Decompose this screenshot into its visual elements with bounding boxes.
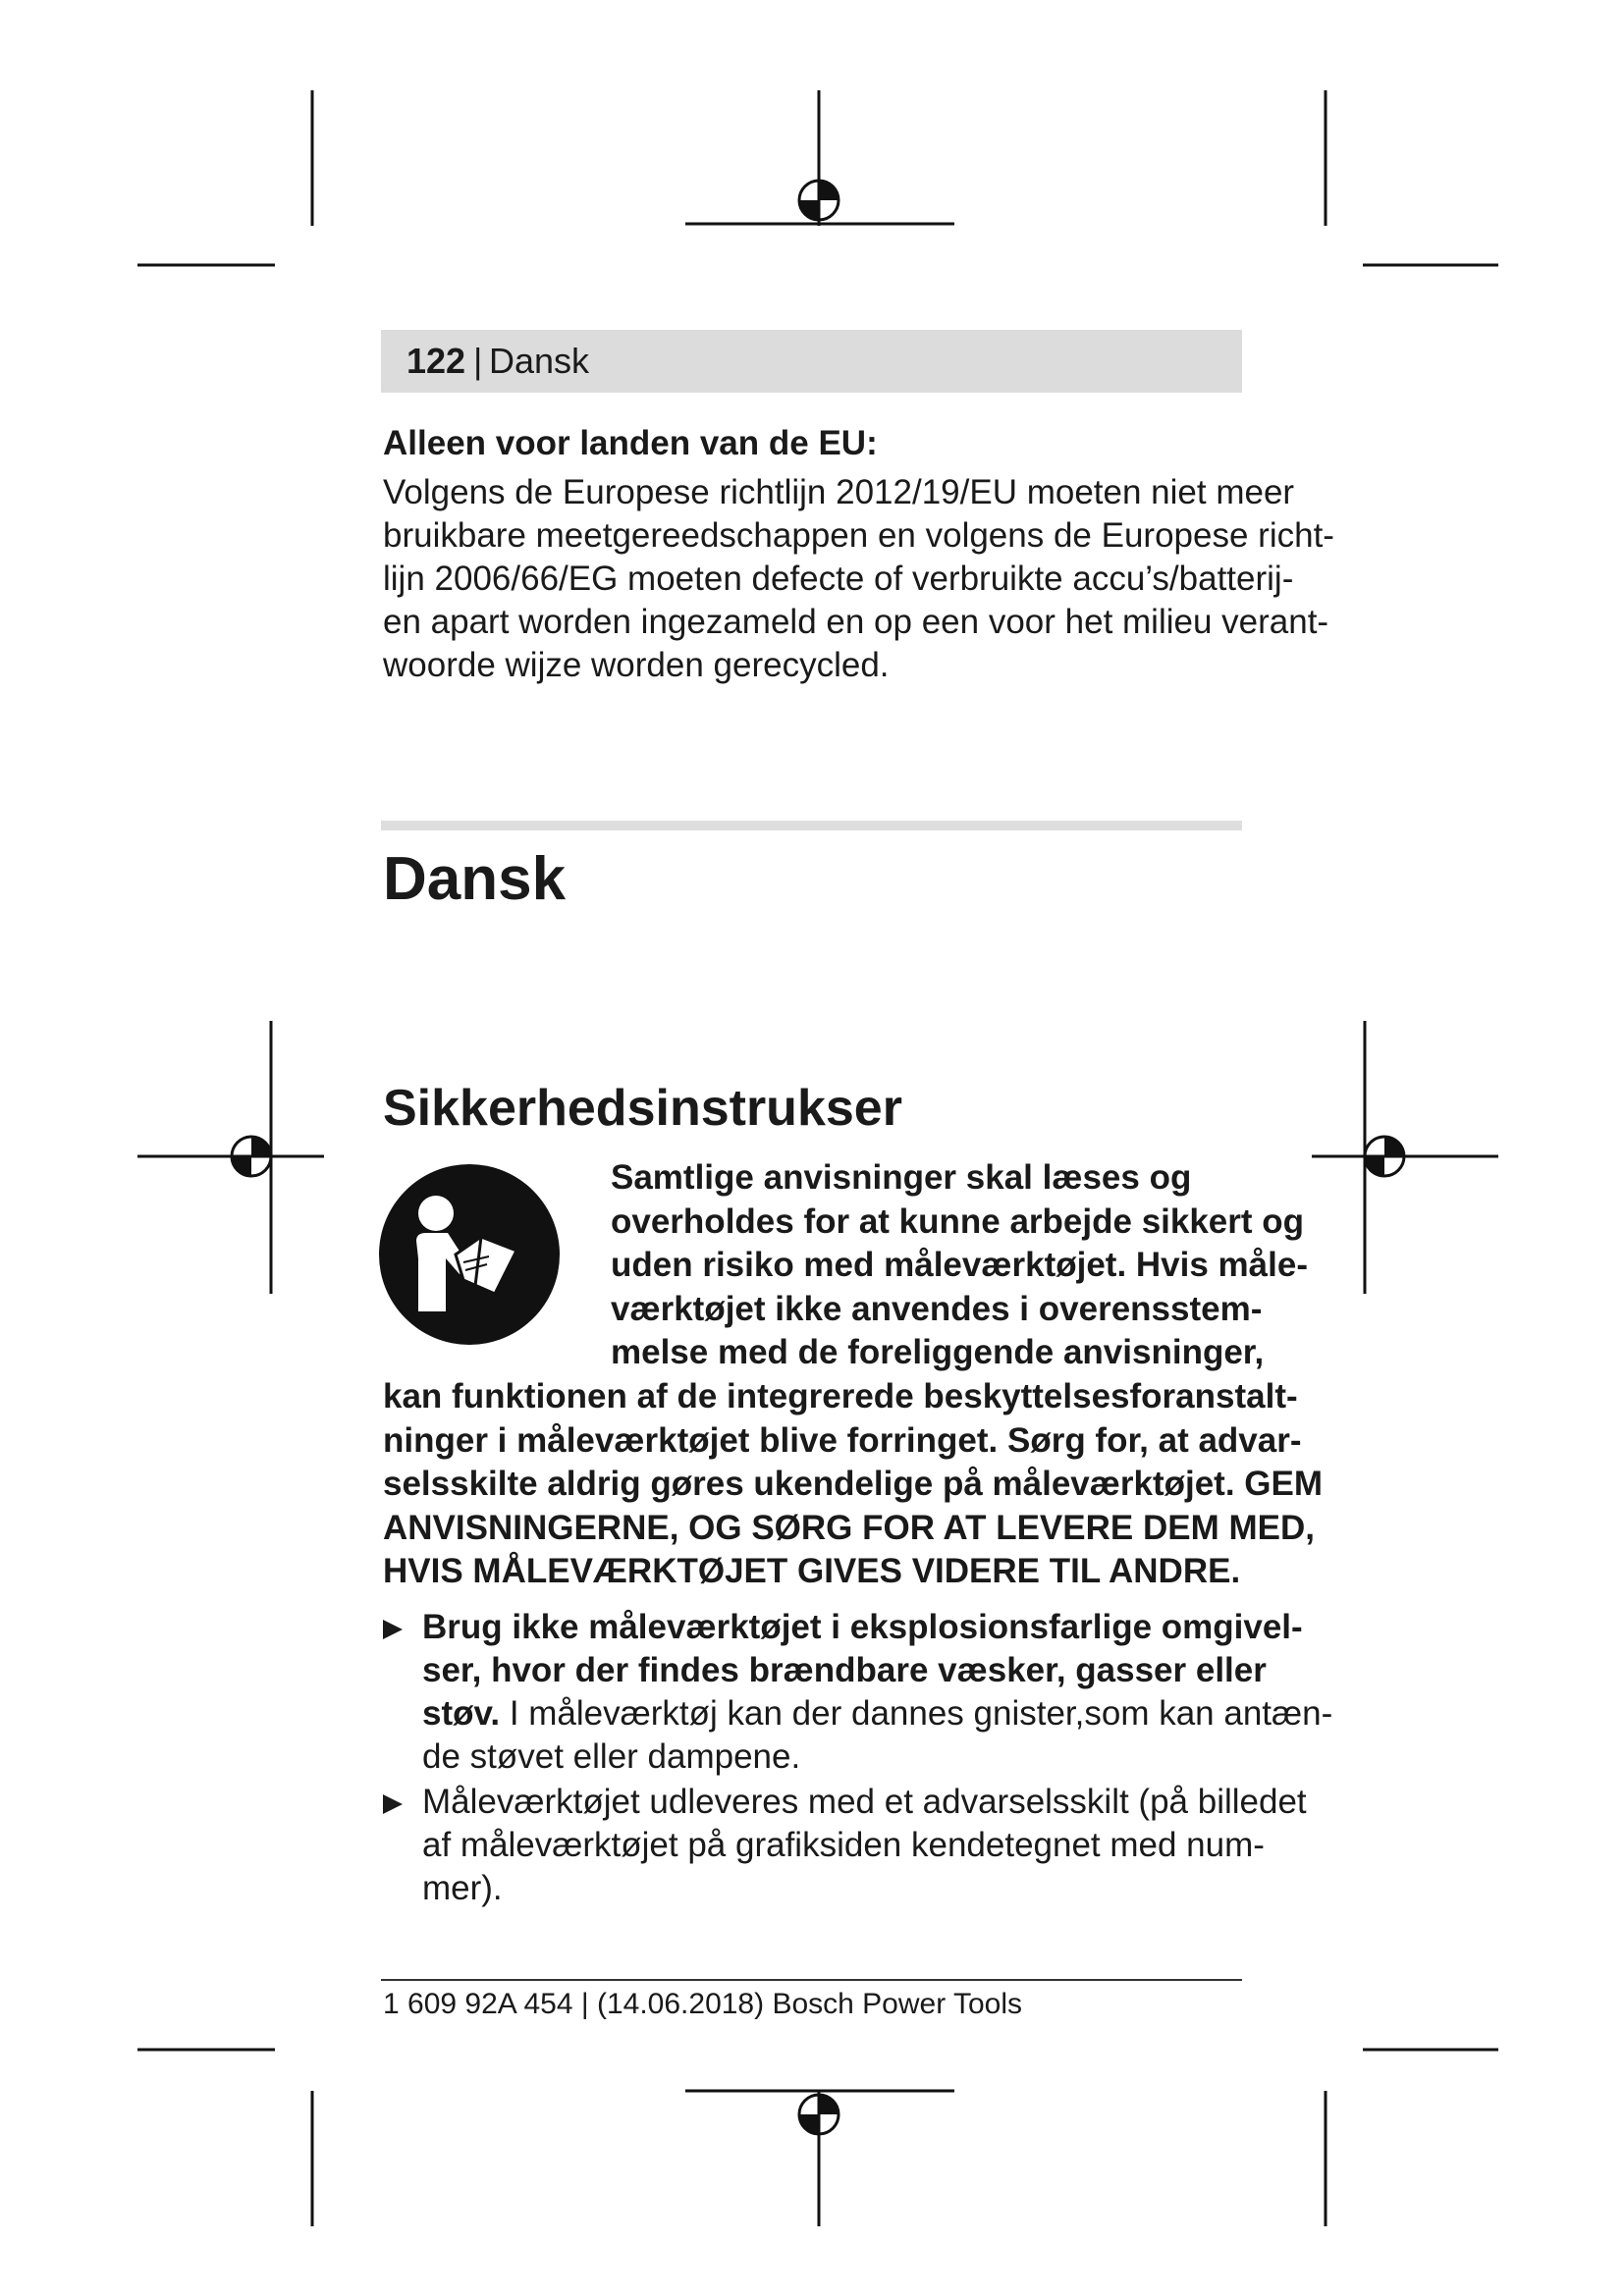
safety-heading: Sikkerhedsinstrukser [383,1080,902,1137]
intro-line: uden risiko med måleværktøjet. Hvis måle- [611,1246,1308,1284]
eu-notice-line: lijn 2006/66/EG moeten defecte of verbruikte accu’s/batterij- [383,560,1294,598]
bullet-triangle-icon [383,1620,403,1639]
eu-notice-line: en apart worden ingezameld en op een voor het milieu verant- [383,603,1329,641]
safety-intro-full [383,1375,1323,1594]
bullet-line: ser, hvor der findes brændbare væsker, gasser eller [422,1651,1267,1689]
safety-intro-indented [611,1156,1308,1375]
bullet-bold-text: støv. [422,1694,501,1733]
bullet-line: Måleværktøjet udleveres med et advarselsskilt (på billedet [422,1783,1307,1821]
intro-line: HVIS MÅLEVÆRKTØJET GIVES VIDERE TIL ANDRE. [383,1552,1241,1590]
bullet-line [422,1692,1332,1735]
intro-line: ninger i måleværktøjet blive forringet. Sørg for, at advar- [383,1420,1302,1460]
intro-line: ANVISNINGERNE, OG SØRG FOR AT LEVERE DEM MED, [383,1508,1315,1547]
eu-notice-line: bruikbare meetgereedschappen en volgens de Europese richt- [383,516,1334,555]
intro-line: kan funktionen af de integrerede beskyttelsesforanstalt- [383,1377,1298,1415]
footer-divider [381,1979,1242,1981]
section-divider [381,821,1242,830]
intro-line: selsskilte aldrig gøres ukendelige på måleværktøjet. GEM [383,1465,1324,1503]
intro-line: Samtlige anvisninger skal læses og [611,1158,1192,1197]
intro-line: melse med de foreliggende anvisninger, [611,1333,1265,1371]
section-title: Dansk [383,845,567,913]
intro-line: overholdes for at kunne arbejde sikkert og [611,1201,1305,1241]
page-header [381,330,1242,393]
read-manual-icon [379,1164,560,1345]
bullet-line: Brug ikke måleværktøjet i eksplosionsfarlige omgivel- [422,1608,1303,1646]
header-separator: | [473,341,483,381]
eu-notice-heading: Alleen voor landen van de EU: [383,424,878,462]
bullet-line: af måleværktøjet på grafiksiden kendetegnet med num- [422,1826,1265,1864]
bullet-triangle-icon [383,1794,403,1814]
eu-notice-line: Volgens de Europese richtlijn 2012/19/EU moeten niet meer [383,473,1295,511]
eu-notice-body [383,471,1334,687]
eu-notice-line: woorde wijze worden gerecycled. [383,646,890,684]
page-footer: 1 609 92A 454 | (14.06.2018) Bosch Power Tools [383,1988,1023,2020]
bullet-text: I måleværktøj kan der dannes gnister,som kan antæn- [500,1694,1333,1733]
intro-line: værktøjet ikke anvendes i overensstem- [611,1289,1263,1328]
page-number: 122 [406,341,466,381]
bullet-line: mer). [422,1869,503,1907]
header-language: Dansk [489,341,590,381]
bullet-line: de støvet eller dampene. [422,1737,801,1776]
